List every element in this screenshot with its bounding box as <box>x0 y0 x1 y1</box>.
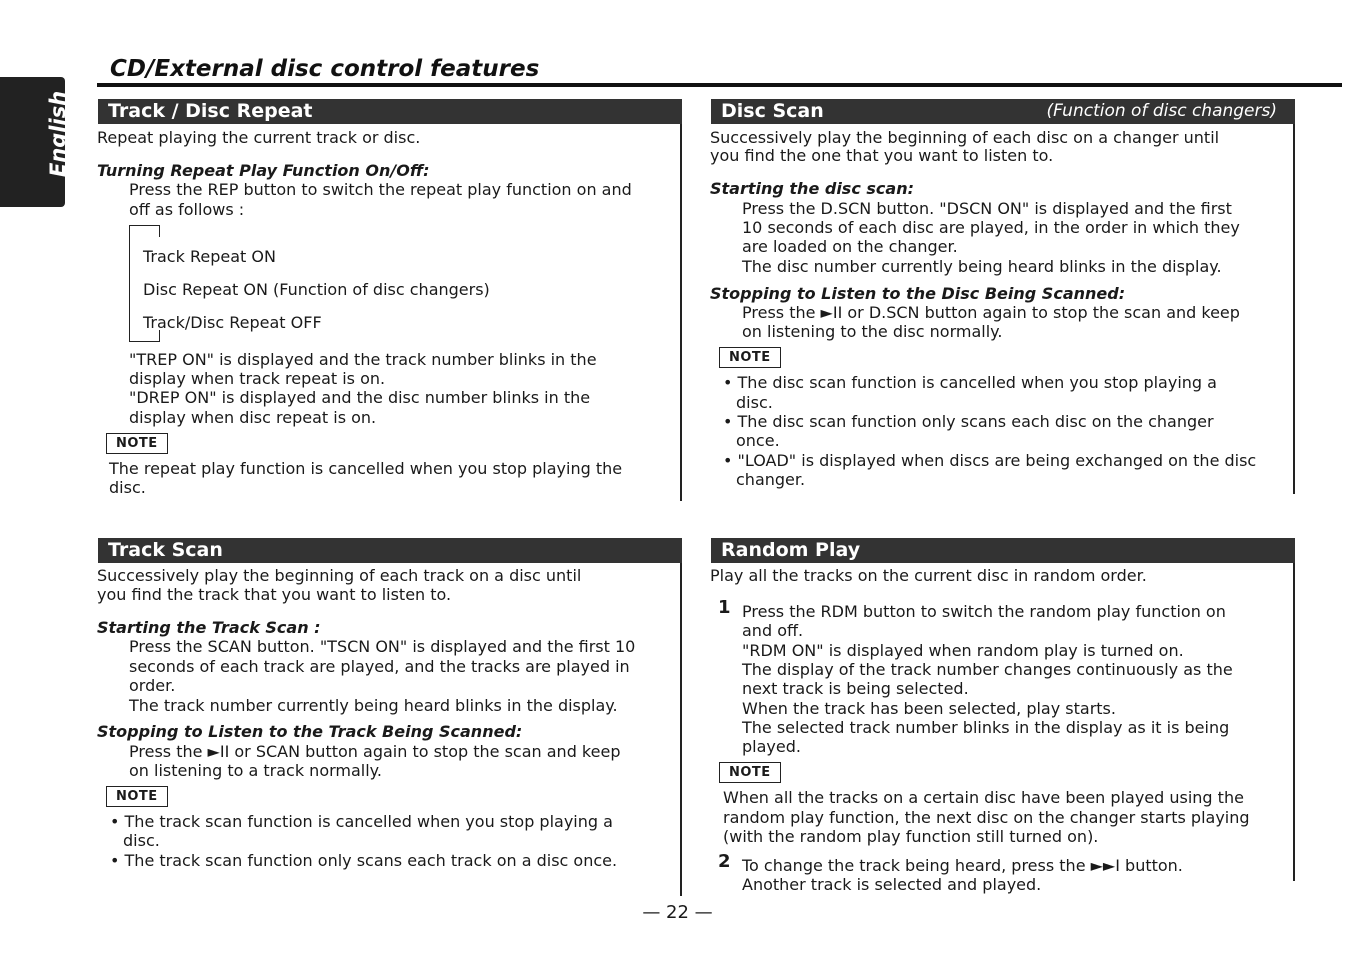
language-tab <box>0 77 70 207</box>
body-line: order. <box>129 676 176 695</box>
step-number: 1 <box>718 597 731 618</box>
body-line: 10 seconds of each disc are played, in the order in which they <box>742 218 1240 237</box>
body-line: The track number currently being heard blinks in the display. <box>129 696 618 715</box>
track-scan-section <box>98 538 682 563</box>
title-rule <box>97 83 1342 87</box>
cycle-item: Track Repeat ON <box>143 247 276 266</box>
body-line: Press the RDM button to switch the random play function on <box>742 602 1226 621</box>
subheading: Stopping to Listen to the Disc Being Scanned: <box>710 284 1126 303</box>
body-line: on listening to a track normally. <box>129 761 382 780</box>
body-line: "RDM ON" is displayed when random play is turned on. <box>742 641 1184 660</box>
section-heading <box>711 99 1295 124</box>
body-line: Press the ►II or SCAN button again to stop the scan and keep <box>129 742 621 761</box>
note-text: The repeat play function is cancelled when you stop playing the <box>109 459 623 478</box>
body-line: Press the SCAN button. "TSCN ON" is displayed and the first 10 <box>129 637 636 656</box>
intro-text: Repeat playing the current track or disc. <box>97 128 421 147</box>
body-line: The disc number currently being heard blinks in the display. <box>742 257 1222 276</box>
note-label: NOTE <box>106 433 168 454</box>
disc-scan-section <box>711 99 1295 124</box>
section-title: Track / Disc Repeat <box>108 100 313 122</box>
body-line: next track is being selected. <box>742 679 969 698</box>
intro-text: Play all the tracks on the current disc in random order. <box>710 566 1147 585</box>
subheading: Stopping to Listen to the Track Being Scanned: <box>97 722 523 741</box>
body-line: Another track is selected and played. <box>742 875 1042 894</box>
section-heading <box>711 538 1295 563</box>
cycle-item: Track/Disc Repeat OFF <box>143 313 322 332</box>
section-heading <box>98 99 682 124</box>
page-number: — 22 — <box>642 902 713 923</box>
step-number: 2 <box>718 851 731 872</box>
note-text: When all the tracks on a certain disc have been played using the <box>723 788 1244 807</box>
section-title: Random Play <box>721 539 861 561</box>
section-heading <box>98 538 682 563</box>
body-line: seconds of each track are played, and the tracks are played in <box>129 657 630 676</box>
intro-text: you find the track that you want to listen to. <box>97 585 452 604</box>
section-rule <box>680 124 682 501</box>
page-title: CD/External disc control features <box>110 56 540 82</box>
cycle-item: Disc Repeat ON (Function of disc changers) <box>143 280 490 299</box>
track-disc-repeat-section <box>98 99 682 124</box>
note-text: disc. <box>123 831 160 850</box>
section-subtitle: (Function of disc changers) <box>1046 101 1277 121</box>
note-text: • The track scan function is cancelled when you stop playing a <box>110 812 613 831</box>
intro-text: Successively play the beginning of each disc on a changer until <box>710 128 1220 147</box>
subheading: Starting the Track Scan : <box>97 618 321 637</box>
note-text: (with the random play function still turned on). <box>723 827 1099 846</box>
note-text: disc. <box>109 478 146 497</box>
body-line: "TREP ON" is displayed and the track number blinks in the <box>129 350 597 369</box>
body-line: Press the REP button to switch the repeat play function on and <box>129 180 632 199</box>
note-text: • The disc scan function is cancelled when you stop playing a <box>723 373 1217 392</box>
subheading: Starting the disc scan: <box>710 179 914 198</box>
body-line: display when disc repeat is on. <box>129 408 377 427</box>
note-label: NOTE <box>719 762 781 783</box>
body-line: are loaded on the changer. <box>742 237 958 256</box>
language-tab-label: English <box>46 90 70 177</box>
note-text: • "LOAD" is displayed when discs are being exchanged on the disc <box>723 451 1257 470</box>
body-line: Press the ►II or D.SCN button again to stop the scan and keep <box>742 303 1240 322</box>
body-line: on listening to the disc normally. <box>742 322 1003 341</box>
body-line: The display of the track number changes continuously as the <box>742 660 1233 679</box>
section-title: Track Scan <box>108 539 223 561</box>
body-line: off as follows : <box>129 200 245 219</box>
section-rule <box>1293 124 1295 494</box>
note-label: NOTE <box>719 347 781 368</box>
section-rule <box>1293 563 1295 881</box>
random-play-section <box>711 538 1295 563</box>
body-line: display when track repeat is on. <box>129 369 386 388</box>
note-text: random play function, the next disc on the changer starts playing <box>723 808 1250 827</box>
intro-text: you find the one that you want to listen to. <box>710 146 1054 165</box>
section-title: Disc Scan <box>721 100 824 122</box>
note-label: NOTE <box>106 786 168 807</box>
note-text: once. <box>736 431 780 450</box>
section-rule <box>680 563 682 896</box>
body-line: To change the track being heard, press the ►►I button. <box>742 856 1183 875</box>
body-line: The selected track number blinks in the display as it is being <box>742 718 1230 737</box>
note-text: • The track scan function only scans each track on a disc once. <box>110 851 618 870</box>
cycle-bracket <box>129 225 130 342</box>
body-line: played. <box>742 737 801 756</box>
subheading: Turning Repeat Play Function On/Off: <box>97 161 430 180</box>
body-line: When the track has been selected, play starts. <box>742 699 1116 718</box>
body-line: and off. <box>742 621 804 640</box>
body-line: Press the D.SCN button. "DSCN ON" is displayed and the first <box>742 199 1232 218</box>
intro-text: Successively play the beginning of each track on a disc until <box>97 566 582 585</box>
body-line: "DREP ON" is displayed and the disc number blinks in the <box>129 388 591 407</box>
note-text: disc. <box>736 393 773 412</box>
note-text: • The disc scan function only scans each disc on the changer <box>723 412 1214 431</box>
note-text: changer. <box>736 470 806 489</box>
